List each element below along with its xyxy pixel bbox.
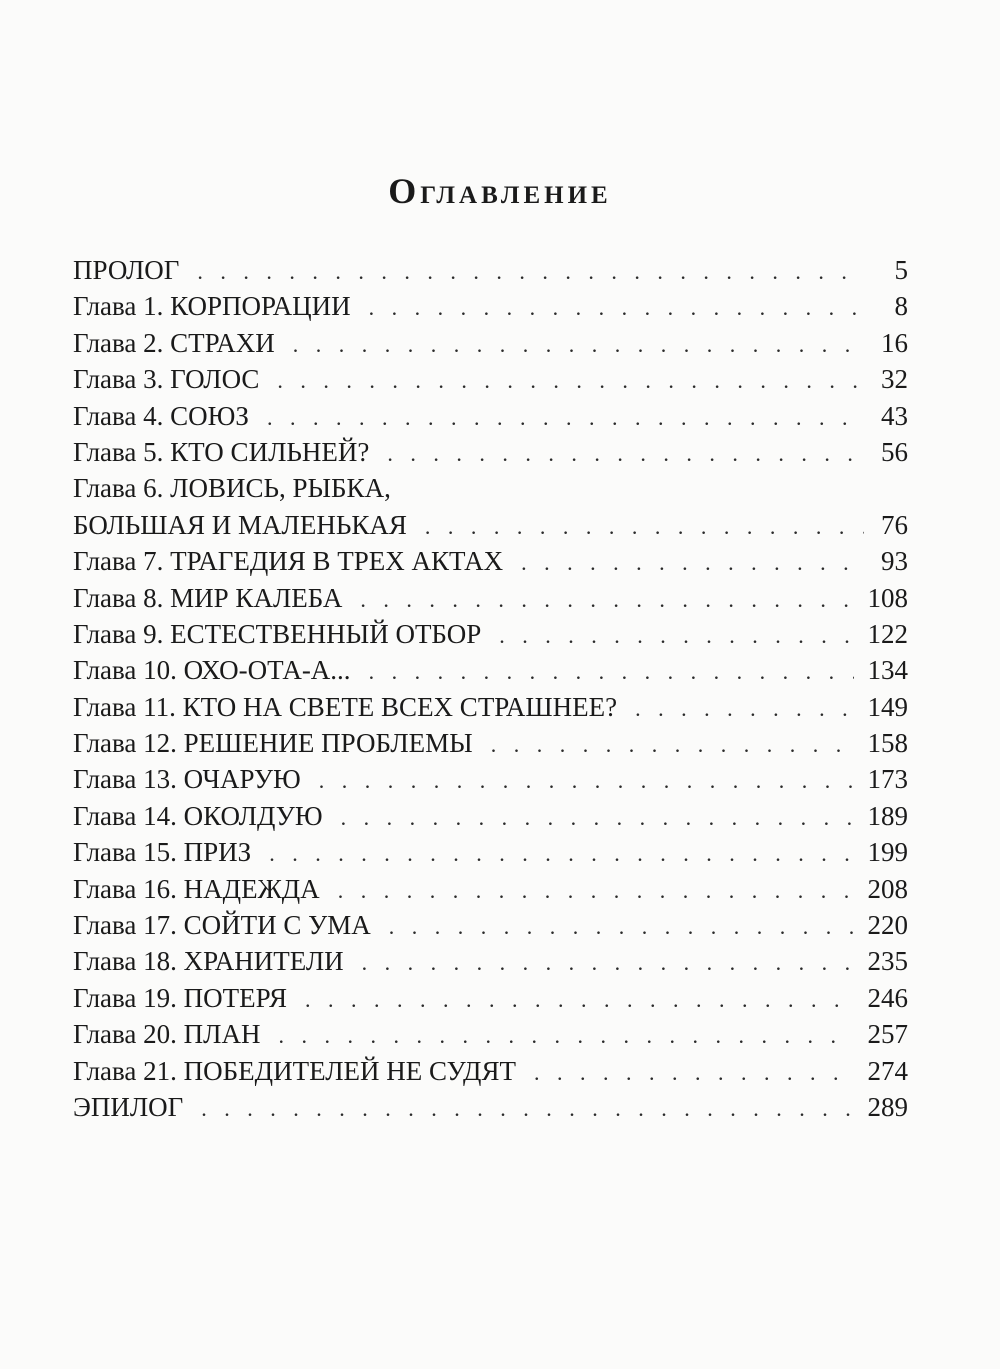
toc-entry-page: 76 — [881, 509, 908, 540]
dot-leader — [387, 436, 864, 472]
dot-leader — [491, 727, 854, 763]
toc-entry-chapter-8[interactable] — [73, 580, 908, 616]
toc-entry-chapter-18[interactable] — [73, 943, 908, 979]
toc-entry-label: Глава 21. ПОБЕДИТЕЛЕЙ НЕ СУДЯТ — [73, 1055, 516, 1086]
toc-entry-chapter-6-line-2[interactable] — [73, 507, 908, 543]
toc-entry-chapter-19[interactable] — [73, 980, 908, 1016]
toc-entry-chapter-2[interactable] — [73, 325, 908, 361]
toc-entry-chapter-11[interactable] — [73, 689, 908, 725]
table-of-contents — [73, 252, 908, 1125]
toc-entry-chapter-21[interactable] — [73, 1053, 908, 1089]
toc-entry-label: Глава 3. ГОЛОС — [73, 364, 260, 395]
toc-entry-page: 257 — [867, 1019, 908, 1050]
toc-entry-label: Глава 7. ТРАГЕДИЯ В ТРЕХ АКТАХ — [73, 546, 504, 577]
toc-entry-page: 122 — [867, 618, 908, 649]
toc-entry-label: Глава 10. ОХО-ОТА-А... — [73, 655, 351, 686]
dot-leader — [305, 982, 854, 1018]
toc-entry-page: 56 — [881, 436, 908, 467]
toc-entry-page: 189 — [867, 800, 908, 831]
toc-entry-page: 108 — [867, 582, 908, 613]
toc-entry-page: 208 — [867, 873, 908, 904]
toc-entry-page: 134 — [867, 655, 908, 686]
toc-entry-page: 235 — [867, 946, 908, 977]
toc-entry-label: Глава 9. ЕСТЕСТВЕННЫЙ ОТБОР — [73, 618, 482, 649]
toc-entry-chapter-9[interactable] — [73, 616, 908, 652]
toc-entry-page: 43 — [881, 400, 908, 431]
dot-leader — [425, 509, 864, 545]
dot-leader — [267, 400, 864, 436]
toc-entry-chapter-7[interactable] — [73, 543, 908, 579]
dot-leader — [369, 290, 864, 326]
dot-leader — [362, 945, 854, 981]
page-title: Оглавление — [388, 171, 612, 211]
toc-entry-label: Глава 6. ЛОВИСЬ, РЫБКА, — [73, 473, 391, 504]
toc-entry-page: 246 — [867, 982, 908, 1013]
toc-entry-chapter-20[interactable] — [73, 1016, 908, 1052]
toc-entry-label: Глава 4. СОЮЗ — [73, 400, 249, 431]
dot-leader — [201, 1091, 853, 1127]
toc-entry-chapter-14[interactable] — [73, 798, 908, 834]
dot-leader — [319, 763, 854, 799]
toc-entry-label: ЭПИЛОГ — [73, 1091, 184, 1122]
toc-entry-page: 16 — [881, 327, 908, 358]
toc-entry-chapter-3[interactable] — [73, 361, 908, 397]
dot-leader — [369, 654, 854, 690]
dot-leader — [521, 545, 864, 581]
toc-entry-page: 220 — [867, 910, 908, 941]
toc-entry-chapter-15[interactable] — [73, 834, 908, 870]
dot-leader — [269, 836, 853, 872]
toc-entry-page: 173 — [867, 764, 908, 795]
toc-entry-page: 274 — [867, 1055, 908, 1086]
dot-leader — [341, 800, 854, 836]
toc-entry-label: Глава 14. ОКОЛДУЮ — [73, 800, 323, 831]
toc-entry-page: 8 — [894, 291, 908, 322]
toc-entry-chapter-17[interactable] — [73, 907, 908, 943]
toc-entry-label: Глава 2. СТРАХИ — [73, 327, 275, 358]
dot-leader — [499, 618, 853, 654]
dot-leader — [635, 691, 853, 727]
toc-entry-label: Глава 12. РЕШЕНИЕ ПРОБЛЕМЫ — [73, 728, 473, 759]
toc-entry-prologue[interactable] — [73, 252, 908, 288]
dot-leader — [534, 1055, 854, 1091]
toc-entry-label: Глава 16. НАДЕЖДА — [73, 873, 320, 904]
toc-entry-chapter-4[interactable] — [73, 398, 908, 434]
toc-entry-label: Глава 15. ПРИЗ — [73, 837, 252, 868]
toc-entry-page: 158 — [867, 728, 908, 759]
toc-entry-page: 149 — [867, 691, 908, 722]
toc-entry-page: 32 — [881, 364, 908, 395]
dot-leader — [338, 873, 854, 909]
toc-entry-label: Глава 8. МИР КАЛЕБА — [73, 582, 343, 613]
toc-entry-label: Глава 1. КОРПОРАЦИИ — [73, 291, 351, 322]
dot-leader — [278, 1018, 853, 1054]
toc-entry-page: 289 — [867, 1091, 908, 1122]
toc-entry-chapter-1[interactable] — [73, 288, 908, 324]
toc-entry-label: Глава 5. КТО СИЛЬНЕЙ? — [73, 436, 370, 467]
toc-entry-chapter-12[interactable] — [73, 725, 908, 761]
toc-entry-label: Глава 18. ХРАНИТЕЛИ — [73, 946, 344, 977]
toc-entry-chapter-6-line-1[interactable] — [73, 470, 908, 506]
toc-entry-label: Глава 20. ПЛАН — [73, 1019, 261, 1050]
toc-entry-label: Глава 11. КТО НА СВЕТЕ ВСЕХ СТРАШНЕЕ? — [73, 691, 618, 722]
toc-entry-page: 5 — [894, 255, 908, 285]
dot-leader — [389, 909, 854, 945]
toc-entry-label: Глава 19. ПОТЕРЯ — [73, 982, 287, 1013]
toc-entry-chapter-13[interactable] — [73, 761, 908, 797]
toc-entry-chapter-5[interactable] — [73, 434, 908, 470]
toc-entry-chapter-16[interactable] — [73, 871, 908, 907]
toc-entry-page: 199 — [867, 837, 908, 868]
toc-entry-chapter-10[interactable] — [73, 652, 908, 688]
toc-entry-label: ПРОЛОГ — [73, 255, 180, 285]
toc-entry-label: Глава 13. ОЧАРУЮ — [73, 764, 301, 795]
dot-leader — [277, 363, 864, 399]
toc-entry-epilogue[interactable] — [73, 1089, 908, 1125]
dot-leader — [293, 327, 864, 363]
toc-entry-label: БОЛЬШАЯ И МАЛЕНЬКАЯ — [73, 509, 407, 540]
toc-entry-page: 93 — [881, 546, 908, 577]
toc-entry-label: Глава 17. СОЙТИ С УМА — [73, 910, 371, 941]
dot-leader — [197, 254, 864, 290]
dot-leader — [360, 582, 853, 618]
